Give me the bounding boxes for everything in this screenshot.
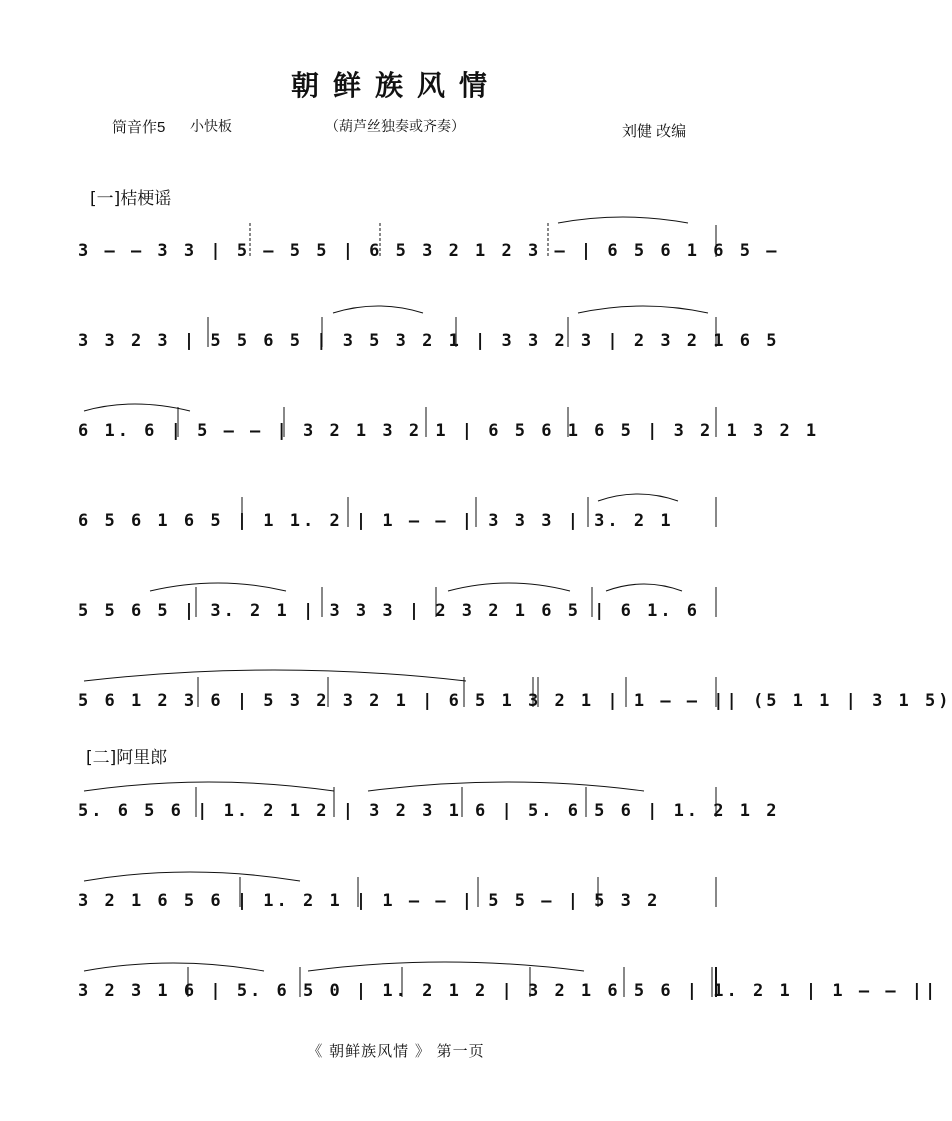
row-7-notes: 5. 6 5 6 | 1. 2 1 2 | 3 2 3 1 6 | 5. 6 5 6 | 1. 2 1 2 (78, 801, 780, 821)
row-8-marks (78, 855, 718, 925)
notation-row-2 (78, 295, 780, 365)
row-4-marks (78, 475, 718, 545)
row-5-marks (78, 565, 718, 635)
notation-row-6 (78, 655, 952, 725)
row-2-notes: 3 3 2 3 | 5 5 6 5 | 3 5 3 2 1 | 3 3 2 3 | 2 3 2 1 6 5 (78, 331, 780, 351)
row-6-marks (78, 655, 952, 725)
row-8-notes: 3 2 1 6 5 6 | 1. 2 1 | 1 – – | 5 5 – | 5 3 2 (78, 891, 661, 911)
key-signature: 筒音作5 (112, 119, 166, 136)
page-footer: 《 朝鲜族风情 》 第一页 (307, 1042, 485, 1060)
section-2-heading: [二]阿里郎 (86, 748, 168, 768)
row-1-notes: 3 – – 3 3 | 5 – 5 5 | 6 5 3 2 1 2 3 – | 6 5 6 1 6 5 – (78, 241, 780, 261)
row-3-marks (78, 385, 820, 455)
row-4-notes: 6 5 6 1 6 5 | 1 1. 2 | 1 – – | 3 3 3 | 3. 2 1 (78, 511, 674, 531)
notation-row-9 (78, 945, 939, 1015)
notation-row-7 (78, 765, 780, 835)
row-9-marks (78, 945, 939, 1015)
page-title: 朝鲜族风情 (290, 69, 501, 102)
section-1-heading: [一]桔梗谣 (90, 189, 172, 209)
instrument-note: （葫芦丝独奏或齐奏） (325, 118, 465, 134)
notation-row-1 (78, 205, 780, 275)
row-6-notes: 5 6 1 2 3 6 | 5 3 2 3 2 1 | 6 5 1 3 2 1 | 1 – – || (5 1 1 | 3 1 5) (78, 691, 952, 711)
row-7-marks (78, 765, 780, 835)
row-3-notes: 6 1. 6 | 5 – – | 3 2 1 3 2 1 | 6 5 6 1 6 5 | 3 2 1 3 2 1 (78, 421, 820, 441)
tempo-marking: 小快板 (190, 118, 232, 134)
notation-row-8 (78, 855, 718, 925)
arranger-credit: 刘健 改编 (622, 123, 687, 140)
notation-row-5 (78, 565, 718, 635)
row-2-marks (78, 295, 780, 365)
notation-row-4 (78, 475, 718, 545)
row-9-notes: 3 2 3 1 6 | 5. 6 5 0 | 1. 2 1 2 | 3 2 1 6 5 6 | 1. 2 1 | 1 – – || (78, 981, 939, 1001)
row-5-notes: 5 5 6 5 | 3. 2 1 | 3 3 3 | 2 3 2 1 6 5 | 6 1. 6 (78, 601, 701, 621)
notation-row-3 (78, 385, 820, 455)
row-1-marks (78, 205, 780, 275)
